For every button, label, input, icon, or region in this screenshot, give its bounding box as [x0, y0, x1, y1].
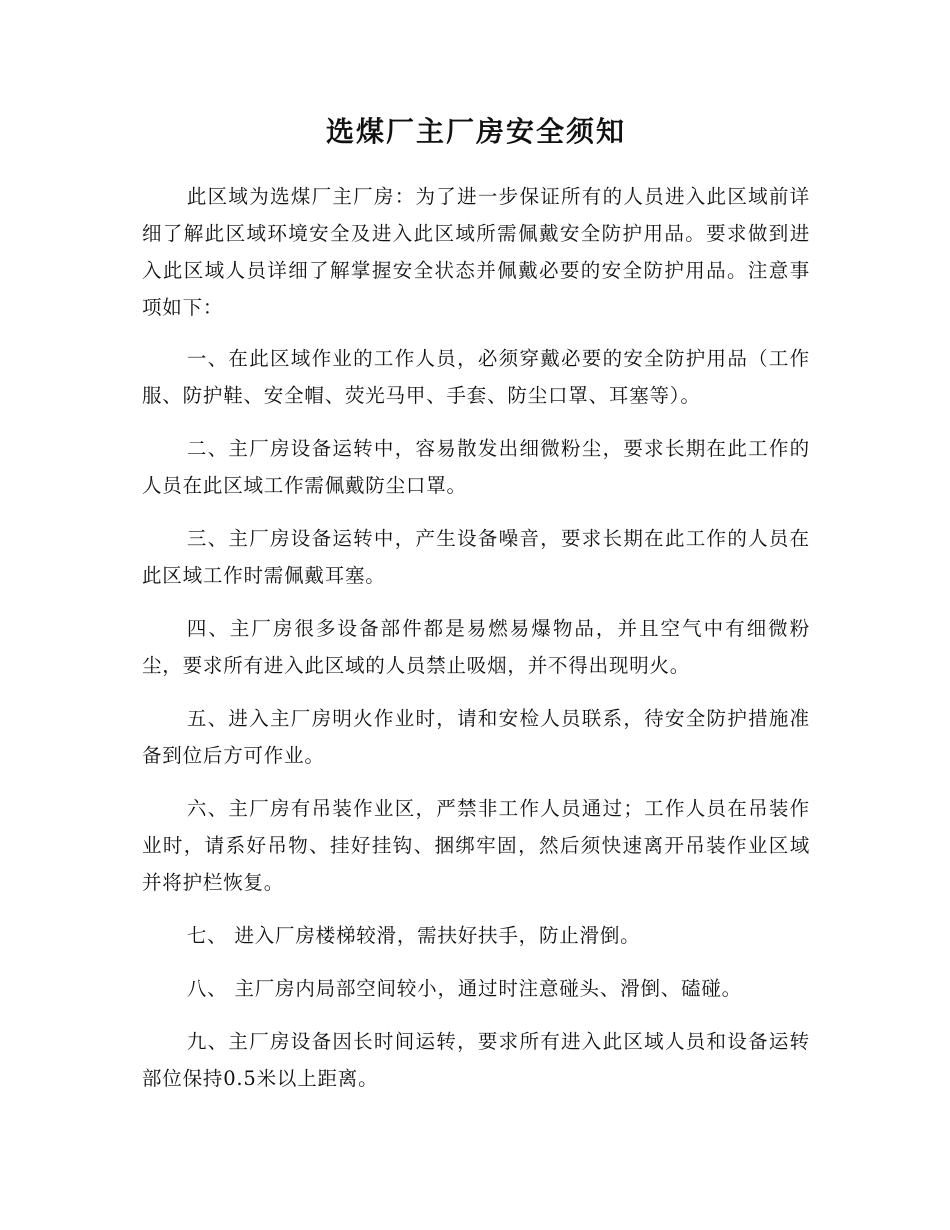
notice-item-7: 七、 进入厂房楼梯较滑，需扶好扶手，防止滑倒。	[186, 924, 641, 947]
notice-item-4: 四、主厂房很多设备部件都是易燃易爆物品，并且空气中有细微粉尘，要求所有进入此区域的人员禁止吸烟，并不得出现明火。	[142, 617, 810, 677]
notice-item-5: 五、进入主厂房明火作业时，请和安检人员联系，待安全防护措施准备到位后方可作业。	[142, 707, 810, 767]
document-title: 选煤厂主厂房安全须知	[325, 115, 626, 148]
document-page	[142, 108, 810, 1113]
notice-item-1: 一、在此区域作业的工作人员，必须穿戴必要的安全防护用品（工作服、防护鞋、安全帽、荧光马甲、手套、防尘口罩、耳塞等）。	[142, 347, 810, 407]
notice-item-8: 八、 主厂房内局部空间较小，通过时注意碰头、滑倒、磕碰。	[186, 977, 742, 1000]
notice-item-9: 九、主厂房设备因长时间运转，要求所有进入此区域人员和设备运转部位保持0.5米以上距离。	[142, 1030, 810, 1090]
intro-paragraph: 此区域为选煤厂主厂房：为了进一步保证所有的人员进入此区域前详细了解此区域环境安全及进入此区域所需佩戴安全防护用品。要求做到进入此区域人员详细了解掌握安全状态并佩戴必要的安全防护用品。注意事项如下：	[142, 185, 810, 319]
notice-item-6: 六、主厂房有吊装作业区，严禁非工作人员通过；工作人员在吊装作业时，请系好吊物、挂好挂钩、捆绑牢固，然后须快速离开吊装作业区域并将护栏恢复。	[142, 797, 810, 894]
notice-item-3: 三、主厂房设备运转中，产生设备噪音，要求长期在此工作的人员在此区域工作时需佩戴耳塞。	[142, 527, 810, 587]
notice-item-2: 二、主厂房设备运转中，容易散发出细微粉尘，要求长期在此工作的人员在此区域工作需佩戴防尘口罩。	[142, 437, 810, 497]
